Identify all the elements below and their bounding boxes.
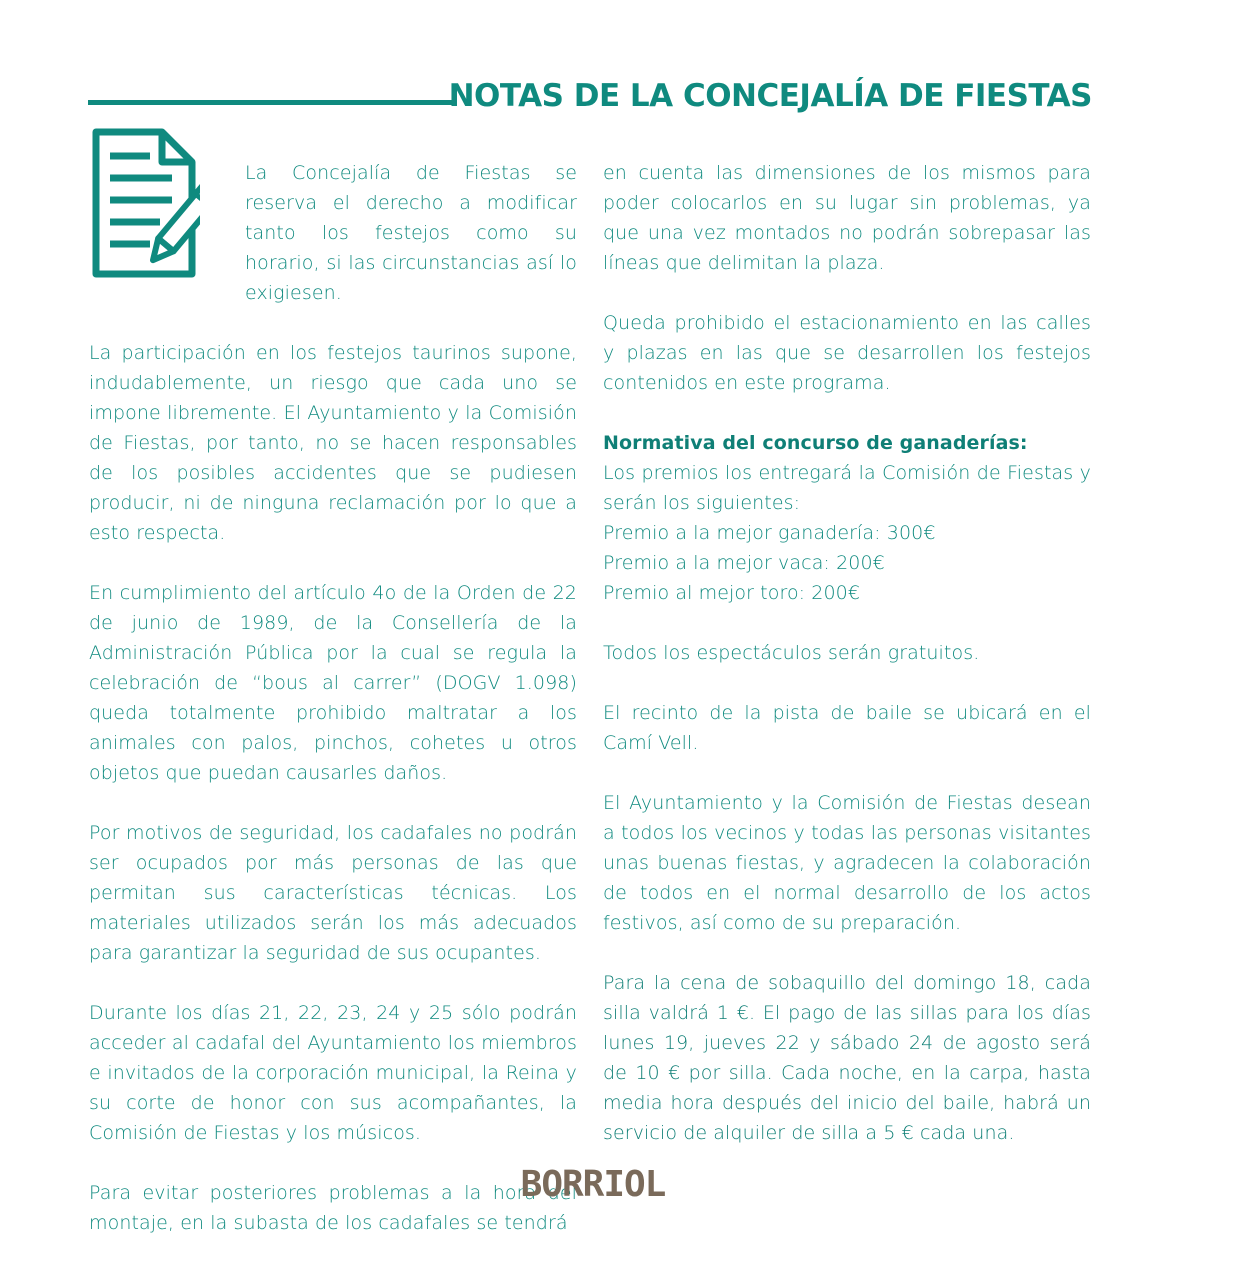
borriol-logo	[520, 1164, 666, 1206]
prize-item: Premio a la mejor vaca: 200€	[603, 552, 885, 574]
intro-paragraph: La Concejalía de Fiestas se reserva el derecho a modificar tanto los festejos como su horario, si las circunstancias así lo exigiesen.	[245, 162, 577, 304]
borriol-logo-text: BORRIOL	[520, 1164, 666, 1205]
animal-welfare-paragraph: En cumplimiento del artículo 4o de la Orden de 22 de junio de 1989, de la Consellería de la Administración Pública por la cual se regula la celebración de “bous al carrer” (DOGV 1.098) queda totalmente prohibido maltratar a los animales con palos, pinchos, cohetes u otros objetos que puedan causarles daños.	[89, 582, 577, 784]
left-column	[89, 158, 577, 1268]
greetings-paragraph: El Ayuntamiento y la Comisión de Fiestas desean a todos los vecinos y todas las personas visitantes unas buenas fiestas, y agradecen la colaboración de todos en el normal desarrollo de los actos festivos, así como de su preparación.	[603, 792, 1091, 934]
prize-item: Premio al mejor toro: 200€	[603, 582, 861, 604]
dance-venue-paragraph: El recinto de la pista de baile se ubicará en el Camí Vell.	[603, 702, 1091, 754]
right-column	[603, 158, 1091, 1178]
taurine-risk-paragraph: La participación en los festejos taurinos supone, indudablemente, un riesgo que cada uno se impone libremente. El Ayuntamiento y la Comisión de Fiestas, por tanto, no se hacen responsables de los posibles accidentes que se pudiesen producir, ni de ninguna reclamación por lo que a esto respecta.	[89, 342, 577, 544]
cadafal-auction-paragraph: Para evitar posteriores problemas a la hora del montaje, en la subasta de los cadafales se tendrá	[89, 1182, 577, 1234]
normativa-heading: Normativa del concurso de ganaderías:	[603, 432, 1028, 454]
cadafales-safety-paragraph: Por motivos de seguridad, los cadafales no podrán ser ocupados por más personas de las que permitan sus características técnicas. Los materiales utilizados serán los más adecuados para garantizar la seguridad de sus ocupantes.	[89, 822, 577, 964]
prize-item: Premio a la mejor ganadería: 300€	[603, 522, 936, 544]
cadafal-access-paragraph: Durante los días 21, 22, 23, 24 y 25 sólo podrán acceder al cadafal del Ayuntamiento los miembros e invitados de la corporación municipal, la Reina y su corte de honor con sus acompañantes, la Comisión de Fiestas y los músicos.	[89, 1002, 577, 1144]
normativa-block	[603, 428, 1091, 608]
free-shows-paragraph: Todos los espectáculos serán gratuitos.	[603, 642, 980, 664]
normativa-text: Los premios los entregará la Comisión de Fiestas y serán los siguientes:	[603, 462, 1091, 514]
chairs-note-paragraph: Para la cena de sobaquillo del domingo 18, cada silla valdrá 1 €. El pago de las sillas para los días lunes 19, jueves 22 y sábado 24 de agosto será de 10 € por silla. Cada noche, en la carpa, hasta media hora después del inicio del baile, habrá un servicio de alquiler de silla a 5 € cada una.	[603, 972, 1091, 1144]
page-title: NOTAS DE LA CONCEJALÍA DE FIESTAS	[448, 78, 1092, 114]
cadafal-dimensions-paragraph: en cuenta las dimensiones de los mismos para poder colocarlos en su lugar sin problemas, ya que una vez montados no podrán sobrepasar las líneas que delimitan la plaza.	[603, 162, 1091, 274]
parking-paragraph: Queda prohibido el estacionamiento en las calles y plazas en las que se desarrollen los festejos contenidos en este programa.	[603, 312, 1091, 394]
title-rule	[88, 100, 456, 105]
